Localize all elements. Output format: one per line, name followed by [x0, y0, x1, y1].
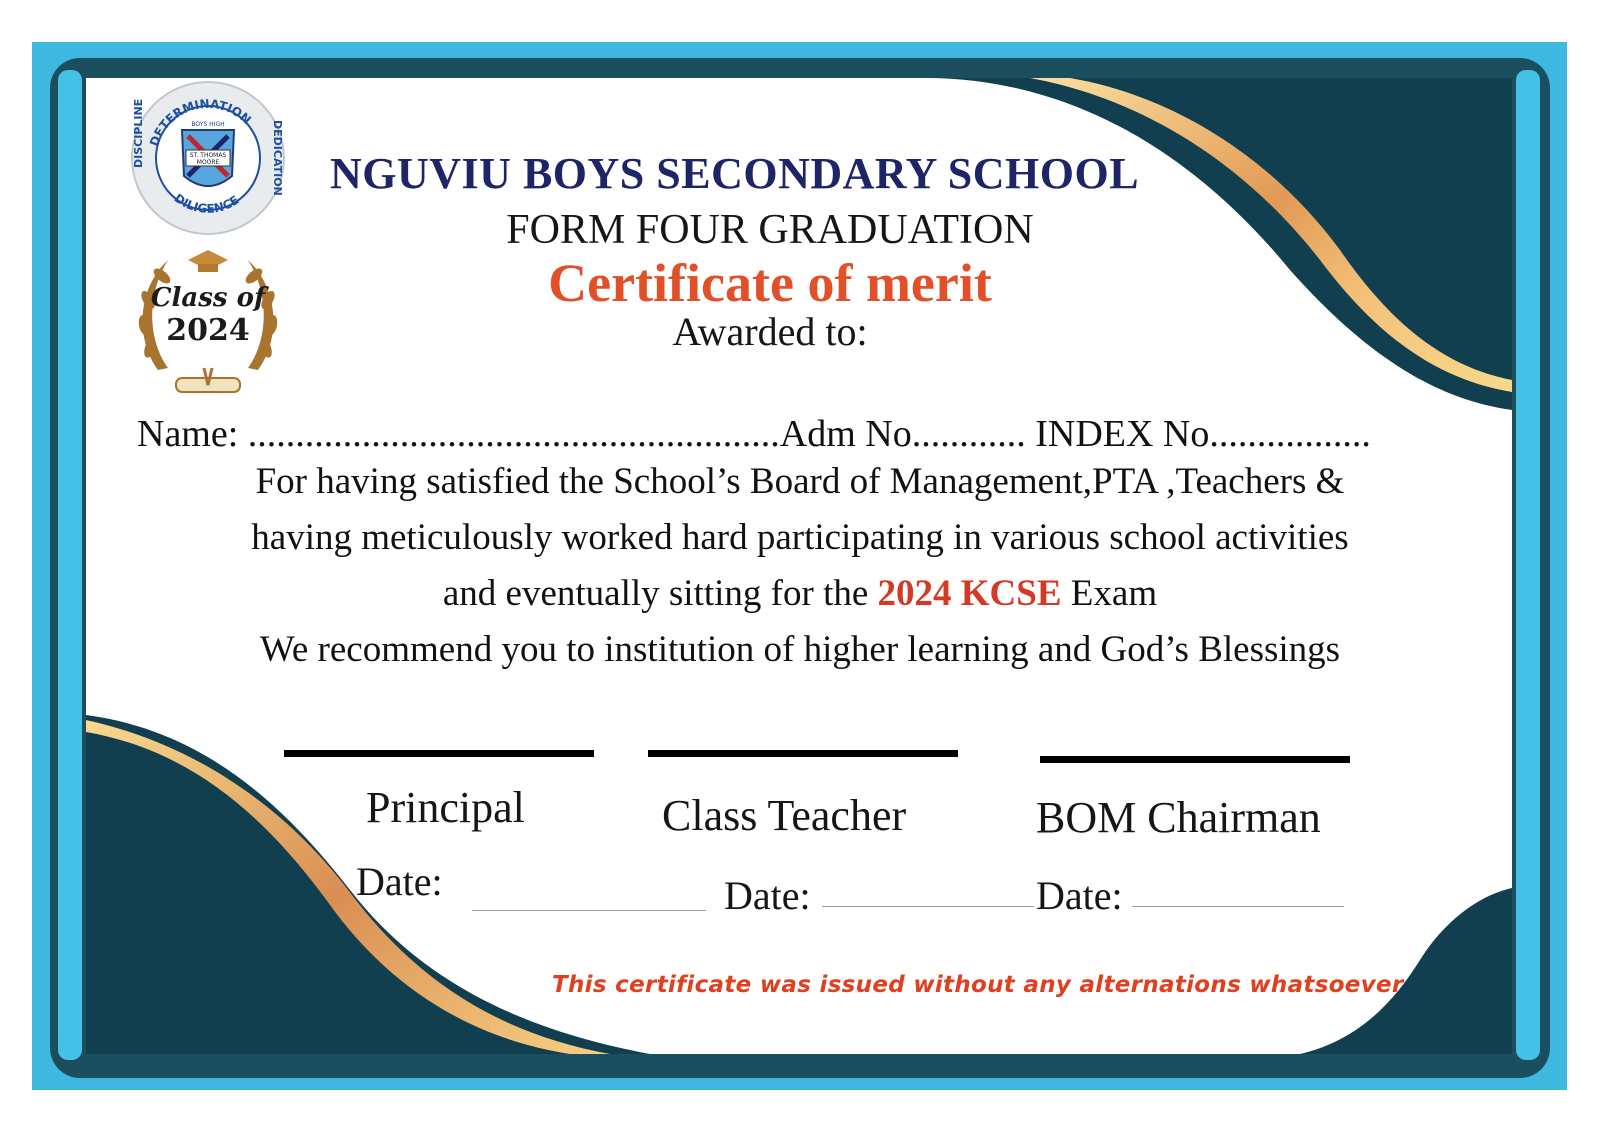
class-teacher-signature-line — [648, 750, 958, 757]
bom-chairman-label: BOM Chairman — [1036, 793, 1321, 842]
event-title: FORM FOUR GRADUATION — [506, 207, 1034, 253]
body-line-3-post: Exam — [1061, 573, 1158, 614]
kcse-highlight: 2024 KCSE — [877, 573, 1062, 614]
badge-class-of-text: Class of — [150, 283, 266, 313]
certificate-title: Certificate of merit — [548, 253, 992, 313]
bom-chairman-date-label: Date: — [1036, 873, 1123, 918]
frame-left-accent — [58, 70, 82, 1060]
disclaimer-text: This certificate was issued without any alternations whatsoever — [552, 972, 1404, 998]
school-crest-logo — [128, 80, 288, 240]
recipient-fields-line: Name: ........................................................Adm No............ INDEX No................. — [137, 413, 1371, 455]
principal-signature-line — [284, 750, 594, 757]
principal-label: Principal — [366, 783, 525, 832]
body-line-3 — [150, 572, 1450, 615]
crest-ring-text-bottom: DILIGENCE — [171, 190, 242, 216]
crest-ring-text-left: DISCIPLINE — [132, 98, 145, 168]
school-name: NGUVIU BOYS SECONDARY SCHOOL — [330, 149, 1140, 198]
crest-inner-text-1: ST. THOMAS — [189, 152, 227, 159]
principal-date-line — [472, 910, 706, 911]
class-teacher-date-label: Date: — [724, 873, 811, 918]
bom-chairman-signature-line — [1040, 756, 1350, 763]
body-line-2: having meticulously worked hard participating in various school activities — [251, 517, 1349, 558]
body-line-4: We recommend you to institution of higher learning and God’s Blessings — [259, 629, 1341, 670]
crest-inner-banner: BOYS HIGH — [191, 121, 225, 128]
class-teacher-date-line — [822, 906, 1034, 907]
body-line-1: For having satisfied the School’s Board of Management,PTA ,Teachers & — [255, 461, 1345, 502]
body-line-3-pre: and eventually sitting for the — [442, 573, 878, 614]
badge-year-text: 2024 — [166, 313, 250, 348]
awarded-to-label: Awarded to: — [672, 309, 868, 354]
principal-date-label: Date: — [356, 859, 443, 904]
crest-ring-text-top: DETERMINATION — [147, 96, 254, 149]
class-of-badge — [128, 240, 288, 405]
frame-right-accent — [1516, 70, 1540, 1060]
crest-ring-text-right: DEDICATION — [271, 120, 284, 196]
bom-chairman-date-line — [1132, 906, 1344, 907]
class-teacher-label: Class Teacher — [662, 791, 907, 840]
crest-inner-text-2: MOORE — [196, 159, 220, 166]
